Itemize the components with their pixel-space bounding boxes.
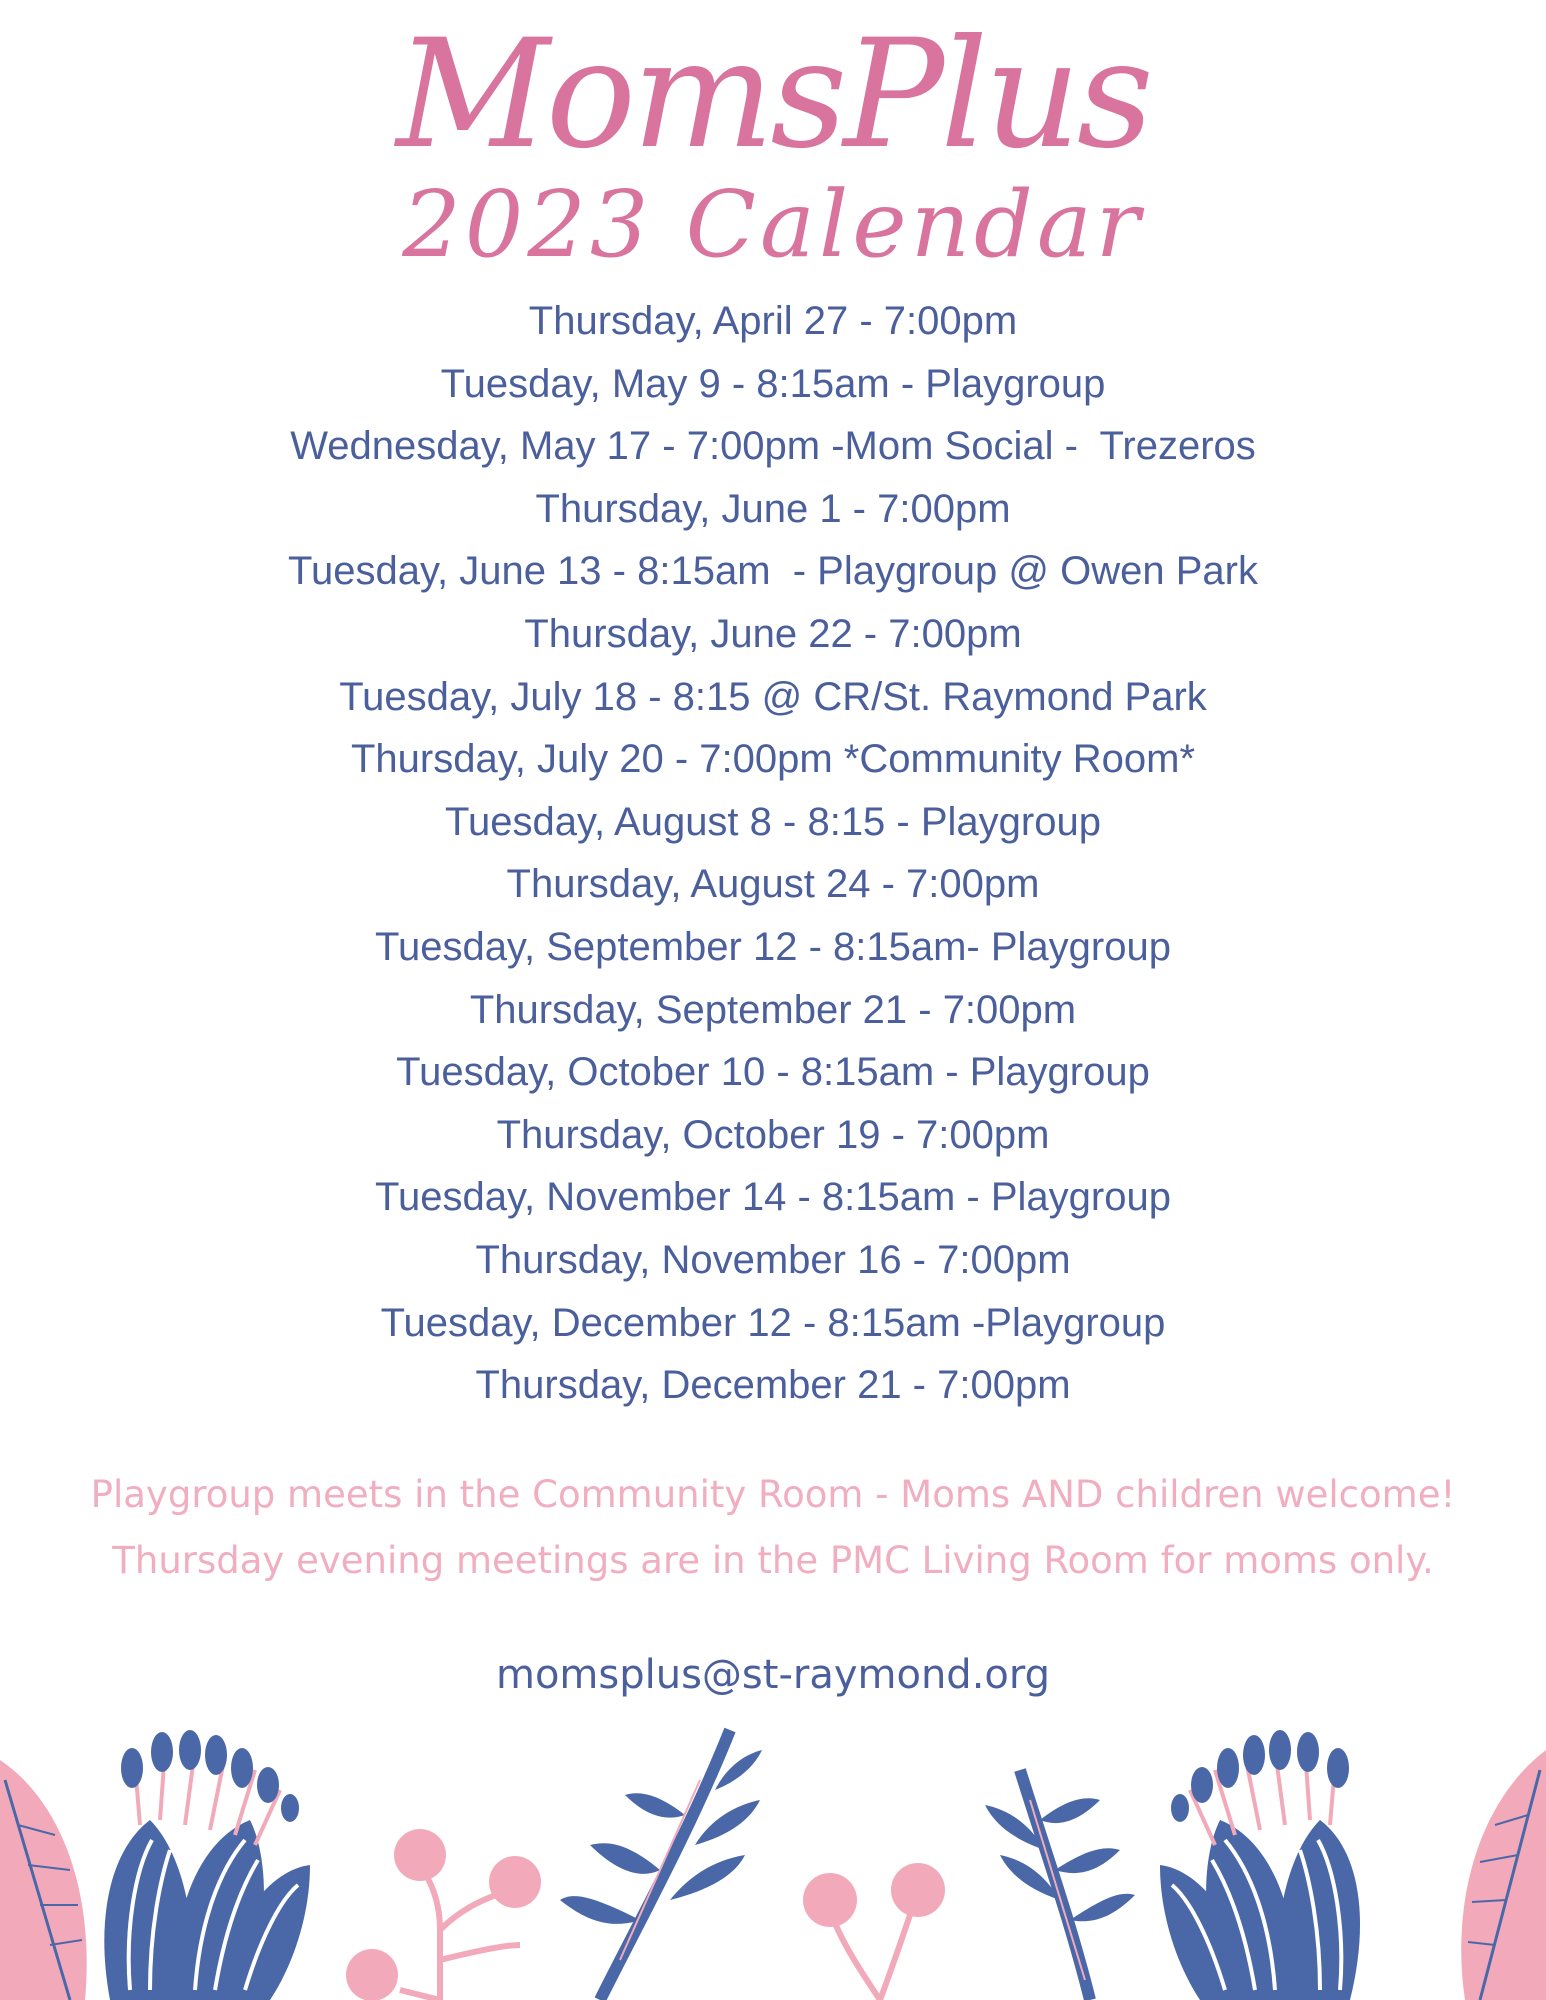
contact-email[interactable]: momsplus@st-raymond.org	[495, 1652, 1051, 1698]
event-item: Thursday, April 27 - 7:00pm	[528, 299, 1018, 343]
event-item: Thursday, October 19 - 7:00pm	[496, 1112, 1050, 1157]
event-item: Tuesday, September 12 - 8:15am- Playgroup	[375, 924, 1171, 969]
page-subtitle: 2023 Calendar	[402, 171, 1144, 278]
event-item: Tuesday, October 10 - 8:15am - Playgroup	[396, 1050, 1150, 1095]
event-item: Thursday, August 24 - 7:00pm	[506, 862, 1040, 907]
pink-berries-right-icon	[803, 1863, 945, 2000]
floral-decoration	[0, 1600, 1546, 2000]
blue-flower-left-icon	[104, 1730, 310, 2000]
pink-berries-left-icon	[346, 1829, 541, 2000]
pink-leaf-left-icon	[0, 1760, 87, 2000]
event-item: Tuesday, November 14 - 8:15am - Playgroup	[375, 1175, 1171, 1220]
event-item: Thursday, December 21 - 7:00pm	[475, 1363, 1071, 1408]
event-item: Thursday, November 16 - 7:00pm	[475, 1237, 1071, 1282]
event-item: Thursday, June 22 - 7:00pm	[524, 611, 1022, 656]
playgroup-note: Playgroup meets in the Community Room - Moms AND children welcome!	[90, 1473, 1456, 1516]
event-item: Thursday, June 1 - 7:00pm	[535, 486, 1011, 531]
event-item: Tuesday, June 13 - 8:15am - Playgroup @ Owen Park	[288, 549, 1258, 594]
blue-branch-right-icon	[985, 1770, 1135, 2000]
event-item: Tuesday, August 8 - 8:15 - Playgroup	[445, 799, 1101, 844]
event-item: Thursday, September 21 - 7:00pm	[469, 987, 1077, 1032]
pink-leaf-right-icon	[1461, 1750, 1546, 2000]
event-list	[0, 290, 1546, 1417]
event-item: Wednesday, May 17 - 7:00pm -Mom Social - Trezeros	[290, 424, 1256, 469]
event-item: Tuesday, December 12 - 8:15am -Playgroup	[380, 1300, 1166, 1345]
event-item: Tuesday, May 9 - 8:15am - Playgroup	[440, 361, 1106, 406]
blue-flower-right-icon	[1160, 1730, 1360, 2000]
blue-branch-left-icon	[560, 1730, 762, 2000]
event-item: Thursday, July 20 - 7:00pm *Community Room*	[350, 737, 1196, 782]
event-item: Tuesday, July 18 - 8:15 @ CR/St. Raymond Park	[339, 674, 1207, 719]
evening-meeting-note: Thursday evening meetings are in the PMC Living Room for moms only.	[112, 1539, 1434, 1582]
page-title: MomsPlus	[396, 8, 1150, 182]
notes	[0, 1462, 1546, 1594]
